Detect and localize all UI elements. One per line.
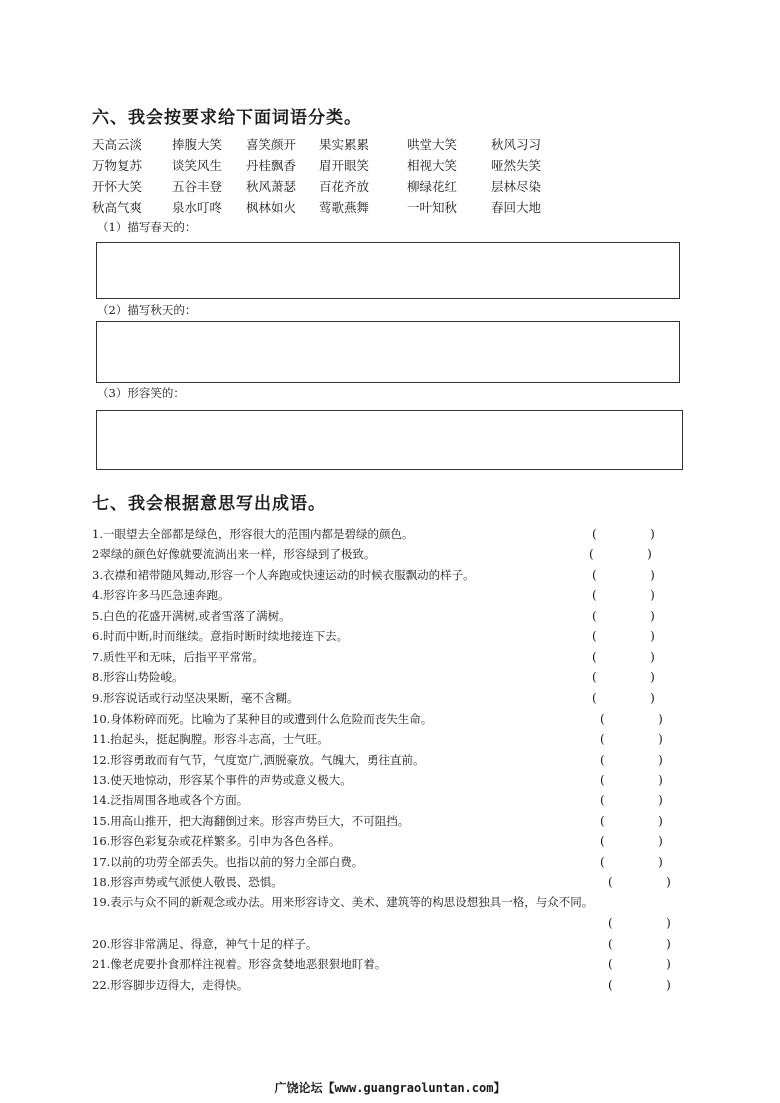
list-item: 11.抬起头，挺起胸膛。形容斗志高，士气旺。 <box>92 732 329 746</box>
list-item: 19.表示与众不同的新观念或办法。用来形容诗文、美术、建筑等的构思设想独具一格，与众不同。 <box>92 895 594 909</box>
answer-blank[interactable]: ( ) <box>600 855 663 869</box>
word: 万物复苏 <box>92 158 143 173</box>
word: 相视大笑 <box>407 158 458 173</box>
list-item: 10.身体粉碎而死。比喻为了某种目的或遭到什么危险而丧失生命。 <box>92 712 433 726</box>
word: 一叶知秋 <box>407 200 458 215</box>
answer-blank[interactable]: ( ) <box>600 732 663 746</box>
word: 捧腹大笑 <box>172 137 223 152</box>
answer-blank[interactable]: ( ) <box>592 691 655 705</box>
answer-blank[interactable]: ( ) <box>608 978 671 992</box>
word: 丹桂飘香 <box>246 158 297 173</box>
answer-blank[interactable]: ( ) <box>592 609 655 623</box>
answer-box-laugh[interactable] <box>96 410 683 470</box>
answer-blank[interactable]: ( ) <box>600 753 663 767</box>
answer-blank[interactable]: ( ) <box>600 834 663 848</box>
list-item: 22.形容脚步迈得大，走得快。 <box>92 978 249 992</box>
footer-site-name: 广饶论坛【 <box>274 1081 335 1095</box>
answer-blank[interactable]: ( ) <box>592 650 655 664</box>
answer-blank[interactable]: ( ) <box>592 568 655 582</box>
question-label-spring: （1）描写春天的： <box>97 220 197 234</box>
answer-blank[interactable]: ( ) <box>600 773 663 787</box>
question-label-autumn: （2）描写秋天的： <box>97 303 197 317</box>
word: 春回大地 <box>491 200 542 215</box>
list-item: 12.形容勇敢而有气节，气度宽广,洒脱豪放。气魄大，勇往直前。 <box>92 753 425 767</box>
word: 喜笑颜开 <box>246 137 297 152</box>
list-item: 18.形容声势或气派使人敬畏、恐惧。 <box>92 875 283 889</box>
word: 泉水叮咚 <box>172 200 223 215</box>
answer-blank[interactable]: ( ) <box>608 937 671 951</box>
answer-blank[interactable]: ( ) <box>592 527 655 541</box>
list-item: 2翠绿的颜色好像就要流淌出来一样，形容绿到了极致。 <box>92 547 376 561</box>
word: 枫林如火 <box>246 200 297 215</box>
list-item: 13.使天地惊动，形容某个事件的声势或意义极大。 <box>92 773 352 787</box>
word: 秋高气爽 <box>92 200 143 215</box>
list-item: 1.一眼望去全部都是绿色，形容很大的范围内都是碧绿的颜色。 <box>92 527 414 541</box>
list-item: 6.时而中断,时而继续。意指时断时续地接连下去。 <box>92 629 349 643</box>
list-item: 17.以前的功劳全部丢失。也指以前的努力全部白费。 <box>92 855 364 869</box>
word: 天高云淡 <box>92 137 143 152</box>
answer-blank[interactable]: ( ) <box>592 629 655 643</box>
word: 眉开眼笑 <box>319 158 370 173</box>
footer-bracket: 】 <box>493 1081 506 1095</box>
answer-blank[interactable]: ( ) <box>608 875 671 889</box>
footer-url-link[interactable]: www.guangraoluntan.com <box>334 1081 494 1095</box>
word: 层林尽染 <box>491 179 542 194</box>
list-item: 4.形容许多马匹急速奔跑。 <box>92 588 230 602</box>
answer-blank[interactable]: ( ) <box>589 547 652 561</box>
list-item: 3.衣襟和裙带随风舞动,形容一个人奔跑或快速运动的时候衣服飘动的样子。 <box>92 568 475 582</box>
answer-blank[interactable]: ( ) <box>608 916 671 930</box>
list-item: 14.泛指周围各地或各个方面。 <box>92 793 249 807</box>
section-6-title: 六、我会按要求给下面词语分类。 <box>92 108 362 128</box>
word: 开怀大笑 <box>92 179 143 194</box>
footer-site-credit <box>0 1079 780 1096</box>
list-item: 9.形容说话或行动坚决果断，毫不含糊。 <box>92 691 299 705</box>
answer-box-spring[interactable] <box>96 242 680 299</box>
answer-blank[interactable]: ( ) <box>600 712 663 726</box>
list-item: 8.形容山势险峻。 <box>92 670 184 684</box>
word: 柳绿花红 <box>407 179 458 194</box>
section-7-title: 七、我会根据意思写出成语。 <box>92 494 326 514</box>
word: 秋风习习 <box>491 137 542 152</box>
word: 莺歌燕舞 <box>319 200 370 215</box>
list-item: 7.质性平和无味，后指平平常常。 <box>92 650 264 664</box>
word: 五谷丰登 <box>172 179 223 194</box>
word: 谈笑风生 <box>172 158 223 173</box>
list-item: 16.形容色彩复杂或花样繁多。引申为各色各样。 <box>92 834 341 848</box>
list-item: 5.白色的花盛开满树,或者雪落了满树。 <box>92 609 291 623</box>
list-item: 21.像老虎要扑食那样注视着。形容贪婪地恶狠狠地盯着。 <box>92 957 387 971</box>
word: 百花齐放 <box>319 179 370 194</box>
answer-blank[interactable]: ( ) <box>608 957 671 971</box>
word: 哑然失笑 <box>491 158 542 173</box>
word: 果实累累 <box>319 137 370 152</box>
word: 哄堂大笑 <box>407 137 458 152</box>
list-item: 15.用高山推开，把大海翻倒过来。形容声势巨大，不可阻挡。 <box>92 814 410 828</box>
word: 秋风萧瑟 <box>246 179 297 194</box>
question-label-laugh: （3）形容笑的： <box>97 386 185 400</box>
answer-box-autumn[interactable] <box>96 321 680 383</box>
answer-blank[interactable]: ( ) <box>600 793 663 807</box>
answer-blank[interactable]: ( ) <box>592 588 655 602</box>
list-item: 20.形容非常满足、得意，神气十足的样子。 <box>92 937 318 951</box>
answer-blank[interactable]: ( ) <box>600 814 663 828</box>
answer-blank[interactable]: ( ) <box>592 670 655 684</box>
